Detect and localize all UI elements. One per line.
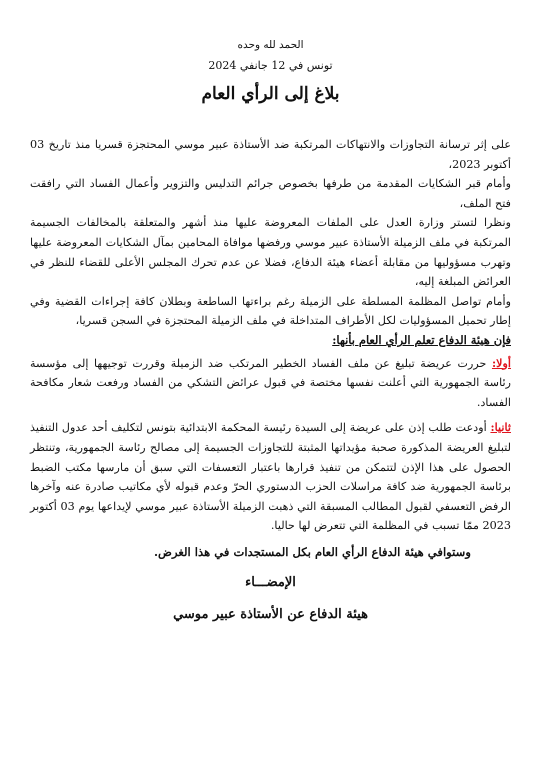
document-date: تونس في 12 جانفي 2024 (208, 59, 333, 72)
announcement-heading: فإن هيئة الدفاع تعلم الرأي العام بأنها: (332, 332, 511, 347)
paragraph-4: وأمام تواصل المظلمة المسلطة على الزميلة رغم براءتها الساطعة وبطلان كافة إجراءات القضية وفي إطار تحميل المسؤوليات لكل الأطراف المتداخلة في ملف الزميلة المحتجزة في السجن قسريا، (30, 294, 511, 328)
item-second-text: أودعت طلب إذن على عريضة إلى السيدة رئيسة المحكمة الابتدائية بتونس لتكليف أحد عدول التنفيذ لتبليغ العريضة المذكورة صحبة مؤيداتها المثبتة للتجاوزات الجسيمة إلى مصالح رئاسة الجمهورية، وتنتظر الحصول على هذا الإذن لتتمكن من تنفيذ قرارها باعتبار التعسفات التي سبق أن مارسها مكتب الضبط برئاسة الجمهورية ضد كافة مراسلات الحزب الدستوري الحرّ وعدم قبوله لأي مكاتيب صادرة عنه وآخرها الرفض التعسفي لقبول المطالب المسبقة التي ذهبت الزميلة الأستاذة عبير موسي لإيداعها يوم 03 أكتوبر 2023 ممّا تسبب في المظلمة التي تتعرض لها حاليا. (30, 421, 511, 533)
basmala: الحمد لله وحده (237, 39, 304, 51)
closing-statement: وستوافي هيئة الدفاع الرأي العام بكل المستجدات في هذا الغرض. (153, 544, 471, 559)
item-second-label: ثانيا: (490, 420, 511, 435)
signer-name: هيئة الدفاع عن الأستاذة عبير موسي (173, 606, 368, 622)
item-first-label: أولا: (491, 355, 511, 370)
item-first (30, 354, 511, 413)
paragraph-1: على إثر ترسانة التجاوزات والانتهاكات المرتكبة ضد الأستاذة عبير موسي المحتجزة قسريا منذ تاريخ 03 أكتوبر 2023، (30, 138, 511, 171)
signature-label: الإمضـــاء (245, 574, 296, 590)
document-title: بلاغ إلى الرأي العام (201, 84, 340, 104)
paragraph-2: وأمام قبر الشكايات المقدمة من طرفها بخصوص جرائم التدليس والتزوير وأعمال الفساد التي رافقت فتح الملف، (30, 177, 511, 210)
item-first-text: حررت عريضة تبليغ عن ملف الفساد الخطير المرتكب ضد الزميلة وقررت توجيهها إلى مؤسسة رئاسة الجمهورية التي أعلنت نفسها مختصة في قبول عرائض التشكي من الفساد ورفعت شعار مكافحة الفساد. (30, 356, 511, 409)
item-second (30, 418, 511, 536)
paragraph-3: ونظرا لتستر وزارة العدل على الملفات المعروضة عليها منذ أشهر والمتعلقة بالمخالفات الجسيمة المرتكبة في ملف الزميلة الأستاذة عبير موسي ورفضها موافاة المحامين بمآل الشكايات المعروضة عليها وتهرب مسؤوليها من مقابلة أعضاء هيئة الدفاع، فضلا عن عدم تحرك المجلس الأعلى للقضاء للنظر في العرائض المبلغة إليه، (30, 216, 511, 289)
